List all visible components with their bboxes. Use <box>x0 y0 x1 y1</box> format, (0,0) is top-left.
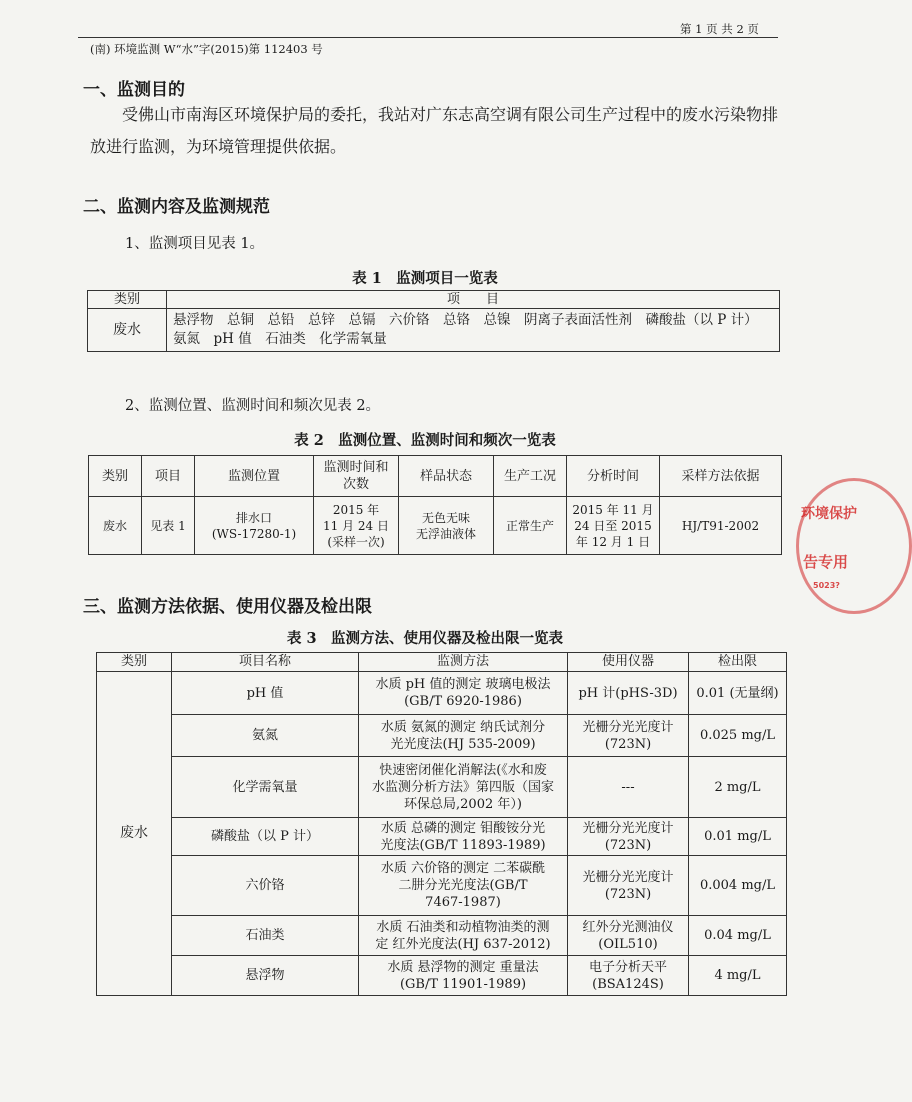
page-info: 第 1 页 共 2 页 <box>680 22 759 36</box>
table-cell: 化学需氧量 <box>172 757 359 818</box>
table-cell: 快速密闭催化消解法(《水和废 水监测分析方法》第四版（国家 环保总局,2002 年）) <box>359 757 568 818</box>
table-cell: 2 mg/L <box>689 757 787 818</box>
table-cell: 水质 悬浮物的测定 重量法 (GB/T 11901-1989) <box>359 956 568 996</box>
methods-instruments-table <box>96 652 787 996</box>
table-cell: 红外分光测油仪 (OIL510) <box>568 916 689 956</box>
section2-title: 二、监测内容及监测规范 <box>83 197 270 217</box>
table-header-cell: 监测方法 <box>359 653 568 672</box>
table-cell: 0.004 mg/L <box>689 856 787 916</box>
table-row <box>97 715 787 757</box>
table-header-cell: 生产工况 <box>494 456 567 497</box>
table-header-cell: 使用仪器 <box>568 653 689 672</box>
table-cell: 水质 pH 值的测定 玻璃电极法 (GB/T 6920-1986) <box>359 672 568 715</box>
table-cell: 光栅分光光度计 (723N) <box>568 856 689 916</box>
table3-caption: 表 3 监测方法、使用仪器及检出限一览表 <box>286 630 564 647</box>
section1-title: 一、监测目的 <box>83 80 185 100</box>
table-cell: 正常生产 <box>494 497 567 555</box>
table-header-cell: 监测时间和次数 <box>314 456 399 497</box>
table-header-cell: 项 目 <box>167 291 780 309</box>
table-row <box>97 672 787 715</box>
table-row <box>88 309 780 352</box>
table-row <box>97 916 787 956</box>
header-divider <box>78 37 778 38</box>
table-header-cell: 类别 <box>97 653 172 672</box>
section2-item1: 1、监测项目见表 1。 <box>125 236 265 252</box>
table-cell: 废水 <box>89 497 142 555</box>
table-cell: 排水口 (WS-17280-1) <box>195 497 314 555</box>
table-cell: 石油类 <box>172 916 359 956</box>
section1-paragraph: 受佛山市南海区环境保护局的委托，我站对广东志高空调有限公司生产过程中的废水污染物排放进行监测，为环境管理提供依据。 <box>90 105 779 156</box>
table1-caption: 表 1 监测项目一览表 <box>352 270 498 287</box>
table-cell: 水质 六价铬的测定 二苯碳酰 二肼分光光度法(GB/T 7467-1987) <box>359 856 568 916</box>
table-cell: 2015 年 11 月 24 日 (采样一次) <box>314 497 399 555</box>
table-cell: --- <box>568 757 689 818</box>
table-cell: pH 值 <box>172 672 359 715</box>
table-cell: 磷酸盐（以 P 计） <box>172 818 359 856</box>
table-cell: 光栅分光光度计 (723N) <box>568 818 689 856</box>
table-header-cell: 项目名称 <box>172 653 359 672</box>
document-number: (南) 环境监测 W“水”字(2015)第 112403 号 <box>90 42 323 56</box>
monitoring-items-table <box>87 290 780 352</box>
table-cell: 光栅分光光度计 (723N) <box>568 715 689 757</box>
table-cell: HJ/T91-2002 <box>660 497 782 555</box>
table-cell: 废水 <box>88 309 167 352</box>
table-header-cell: 类别 <box>88 291 167 309</box>
table-header-cell: 检出限 <box>689 653 787 672</box>
table-cell: 水质 氨氮的测定 纳氏试剂分 光光度法(HJ 535-2009) <box>359 715 568 757</box>
table-row <box>97 856 787 916</box>
table-header-cell: 监测位置 <box>195 456 314 497</box>
table-cell: 0.01 mg/L <box>689 818 787 856</box>
table2-caption: 表 2 监测位置、监测时间和频次一览表 <box>294 432 556 449</box>
table-cell: 0.04 mg/L <box>689 916 787 956</box>
table-cell: 无色无味 无浮油液体 <box>399 497 494 555</box>
table-header-row <box>97 653 787 672</box>
table-header-cell: 类别 <box>89 456 142 497</box>
table-cell: 废水 <box>97 672 172 996</box>
table-cell: 水质 总磷的测定 钼酸铵分光 光度法(GB/T 11893-1989) <box>359 818 568 856</box>
table-cell: 4 mg/L <box>689 956 787 996</box>
section2-item2: 2、监测位置、监测时间和频次见表 2。 <box>125 398 381 414</box>
table-header-cell: 分析时间 <box>567 456 660 497</box>
table-cell: 氨氮 <box>172 715 359 757</box>
table-cell: 见表 1 <box>142 497 195 555</box>
table-cell: 电子分析天平 (BSA124S) <box>568 956 689 996</box>
table-header-row <box>88 291 780 309</box>
table-cell: 2015 年 11 月 24 日至 2015 年 12 月 1 日 <box>567 497 660 555</box>
table-row <box>97 757 787 818</box>
official-stamp: 环境保护 告专用 5023? <box>796 478 912 614</box>
table-header-row <box>89 456 782 497</box>
table-cell: 水质 石油类和动植物油类的测 定 红外光度法(HJ 637-2012) <box>359 916 568 956</box>
monitoring-location-table <box>88 455 782 555</box>
table-cell: 六价铬 <box>172 856 359 916</box>
table-cell: 悬浮物 总铜 总铅 总锌 总镉 六价铬 总铬 总镍 阴离子表面活性剂 磷酸盐（以 P 计） 氨氮 pH 值 石油类 化学需氧量 <box>167 309 780 352</box>
table-cell: 0.025 mg/L <box>689 715 787 757</box>
table-row <box>97 956 787 996</box>
table-row <box>89 497 782 555</box>
section3-title: 三、监测方法依据、使用仪器及检出限 <box>83 597 372 617</box>
table-header-cell: 样品状态 <box>399 456 494 497</box>
table-cell: 悬浮物 <box>172 956 359 996</box>
table-row <box>97 818 787 856</box>
table-cell: pH 计(pHS-3D) <box>568 672 689 715</box>
table-header-cell: 采样方法依据 <box>660 456 782 497</box>
table-cell: 0.01 (无量纲) <box>689 672 787 715</box>
table-header-cell: 项目 <box>142 456 195 497</box>
